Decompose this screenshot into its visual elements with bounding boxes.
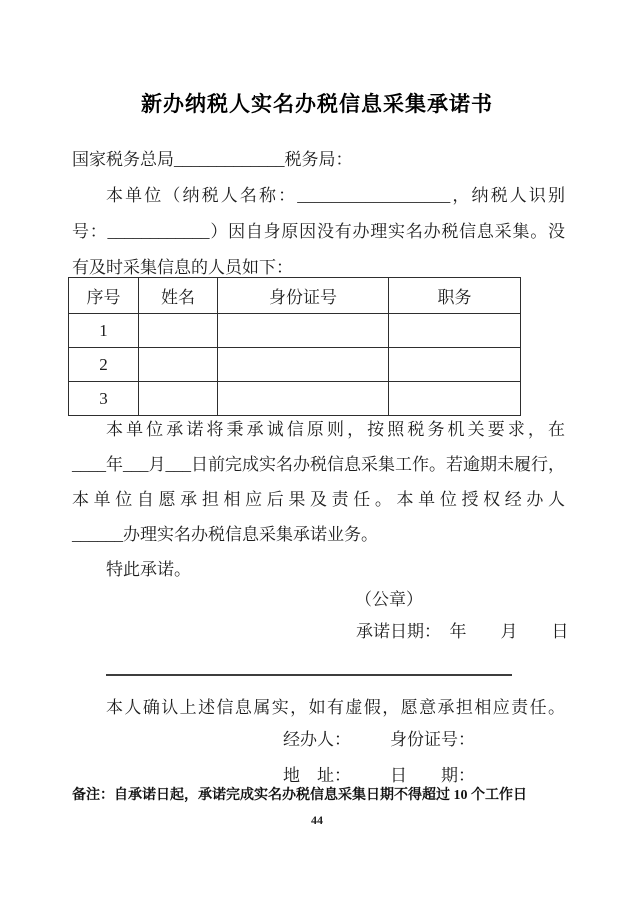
cell-name bbox=[139, 348, 218, 382]
table-row bbox=[69, 382, 521, 416]
table-row bbox=[69, 348, 521, 382]
document-title: 新办纳税人实名办税信息采集承诺书 bbox=[141, 93, 493, 116]
agent-label: 经办人： bbox=[283, 730, 351, 749]
header-name: 姓名 bbox=[139, 278, 218, 314]
cell-position bbox=[389, 314, 521, 348]
cell-id-number bbox=[218, 314, 389, 348]
cell-position bbox=[389, 382, 521, 416]
intro-line-1: 本单位（纳税人名称：__________________，纳税人识别 bbox=[106, 186, 565, 205]
cell-name bbox=[139, 382, 218, 416]
cell-id-number bbox=[218, 348, 389, 382]
table-header-row bbox=[69, 278, 521, 314]
official-seal-placeholder: （公章） bbox=[355, 590, 423, 609]
commitment-line-1: 本单位承诺将秉承诚信原则，按照税务机关要求，在 bbox=[106, 420, 565, 439]
header-position: 职务 bbox=[389, 278, 521, 314]
remark-note: 备注：自承诺日起，承诺完成实名办税信息采集日期不得超过 10 个工作日 bbox=[72, 788, 527, 803]
commitment-date-line: 承诺日期： 年 月 日 bbox=[356, 622, 569, 641]
agent-id-label: 身份证号： bbox=[390, 730, 475, 749]
intro-line-2: 号：____________）因自身原因没有办理实名办税信息采集。没 bbox=[72, 222, 565, 241]
address-label: 地 址： bbox=[283, 766, 351, 785]
cell-id-number bbox=[218, 382, 389, 416]
cell-serial: 1 bbox=[69, 314, 139, 348]
sign-date-label: 日 期： bbox=[390, 766, 475, 785]
cell-serial: 3 bbox=[69, 382, 139, 416]
salutation-line: 国家税务总局_____________税务局： bbox=[72, 150, 353, 169]
confirmation-statement: 本人确认上述信息属实，如有虚假，愿意承担相应责任。 bbox=[106, 698, 565, 717]
intro-line-3: 有及时采集信息的人员如下： bbox=[72, 258, 293, 277]
paragraph-commitment bbox=[72, 412, 565, 552]
closing-statement: 特此承诺。 bbox=[106, 560, 191, 579]
table-row bbox=[69, 314, 521, 348]
uncollected-persons-table bbox=[68, 277, 521, 416]
cell-position bbox=[389, 348, 521, 382]
header-serial-number: 序号 bbox=[69, 278, 139, 314]
commitment-line-4: ______办理实名办税信息采集承诺业务。 bbox=[72, 525, 378, 544]
separator-line bbox=[106, 674, 512, 676]
page-number: 44 bbox=[311, 813, 323, 827]
cell-name bbox=[139, 314, 218, 348]
cell-serial: 2 bbox=[69, 348, 139, 382]
commitment-line-3: 本单位自愿承担相应后果及责任。本单位授权经办人 bbox=[72, 490, 565, 509]
paragraph-intro bbox=[72, 178, 565, 286]
header-id-number: 身份证号 bbox=[218, 278, 389, 314]
commitment-line-2: ____年___月___日前完成实名办税信息采集工作。若逾期未履行， bbox=[72, 455, 565, 474]
